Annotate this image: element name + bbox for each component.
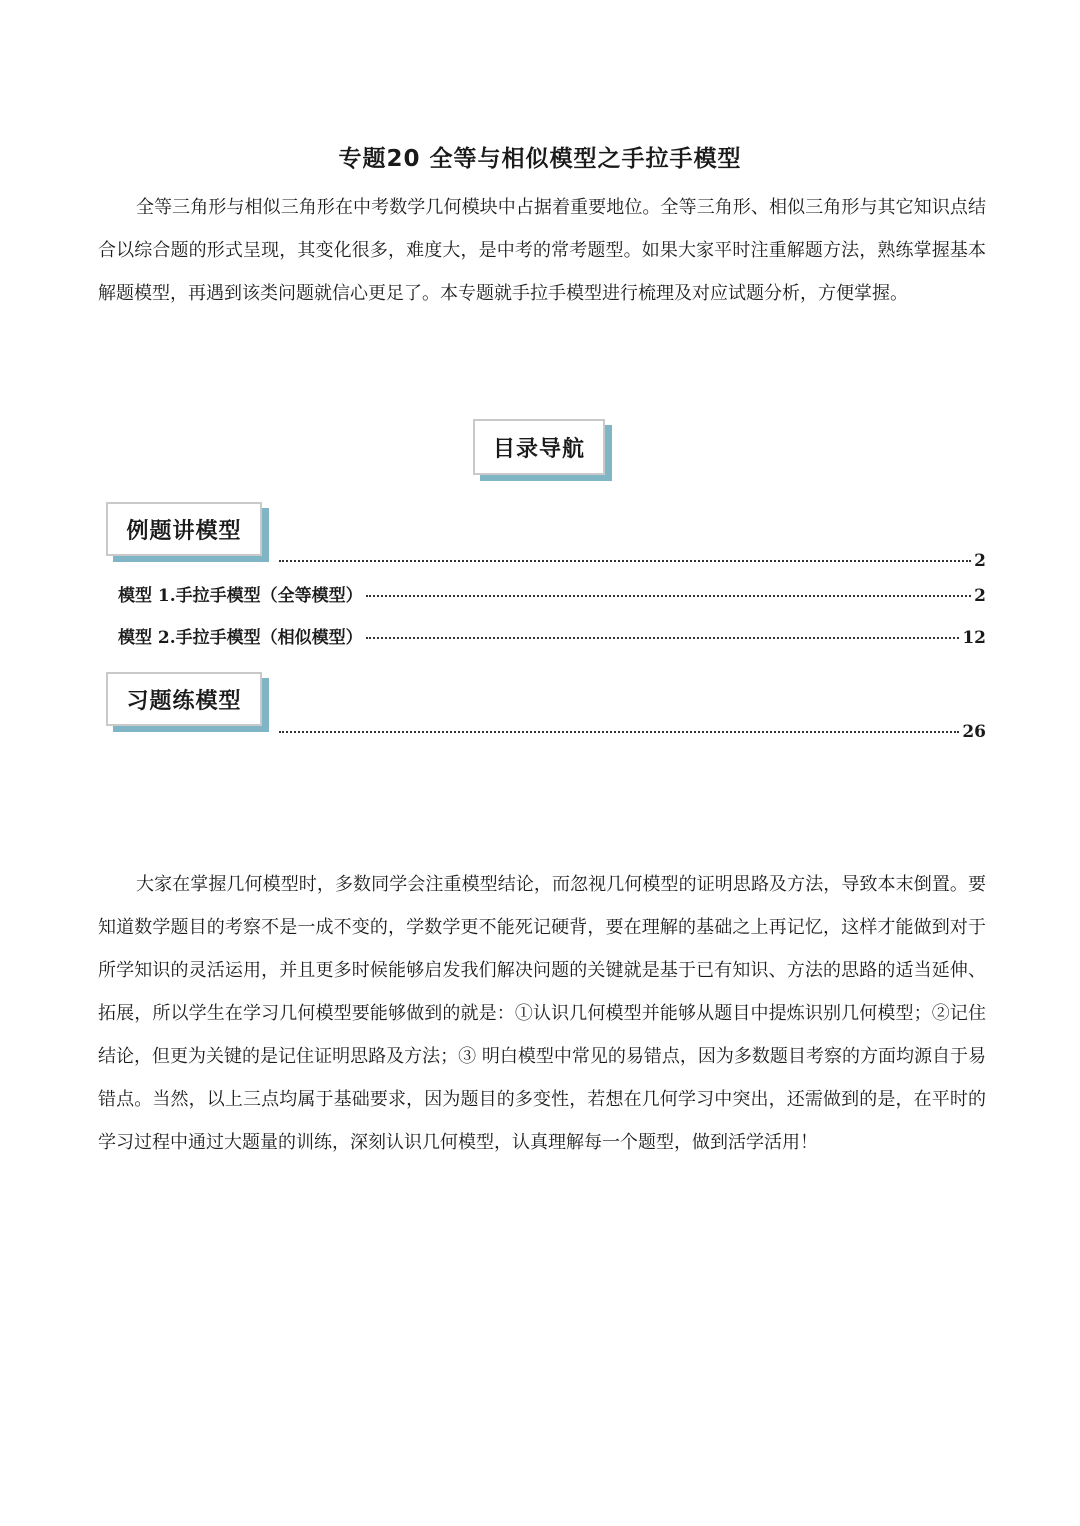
toc-leader-dots: [366, 595, 971, 597]
closing-paragraph: 大家在掌握几何模型时，多数同学会注重模型结论，而忽视几何模型的证明思路及方法，导致本末倒置。要知道数学题目的考察不是一成不变的，学数学更不能死记硬背，要在理解的基础之上再记忆，这样才能做到对于所学知识的灵活运用，并且更多时候能够启发我们解决问题的关键就是基于已有知识、方法的思路的适当延伸、拓展，所以学生在学习几何模型要能够做到的就是：①认识几何模型并能够从题目中提炼识别几何模型；②记住结论，但更为关键的是记住证明思路及方法；③ 明白模型中常见的易错点，因为多数题目考察的方面均源自于易错点。当然，以上三点均属于基础要求，因为题目的多变性，若想在几何学习中突出，还需做到的是，在平时的学习过程中通过大题量的训练，深刻认识几何模型，认真理解每一个题型，做到活学活用！: [98, 874, 986, 1153]
toc-page-number: 2: [974, 586, 986, 606]
section-box-exercises: [106, 672, 262, 726]
toc-heading: 目录导航: [492, 436, 585, 462]
toc-page-number: 12: [962, 628, 986, 648]
toc-leader-dots: [279, 731, 959, 733]
toc-leader-dots: [279, 560, 971, 562]
section-label-exercises: 习题练模型: [126, 688, 242, 714]
toc-leader-dots: [366, 637, 960, 639]
toc-heading-box: [473, 419, 605, 475]
toc-entry-model-1[interactable]: [118, 581, 986, 606]
section-box-examples: [106, 502, 262, 556]
section-label-examples: 例题讲模型: [126, 518, 242, 544]
toc-entry-examples[interactable]: [276, 551, 986, 571]
toc-entry-exercises[interactable]: [276, 722, 986, 742]
toc-entry-label: 模型 1.手拉手模型（全等模型）: [118, 586, 363, 606]
toc-entry-model-2[interactable]: [118, 623, 986, 648]
toc-page-number: 2: [974, 551, 986, 571]
page-title: 专题20 全等与相似模型之手拉手模型: [338, 146, 742, 172]
toc-entry-label: 模型 2.手拉手模型（相似模型）: [118, 628, 363, 648]
toc-page-number: 26: [962, 722, 986, 742]
intro-paragraph: 全等三角形与相似三角形在中考数学几何模块中占据着重要地位。全等三角形、相似三角形与其它知识点结合以综合题的形式呈现，其变化很多，难度大，是中考的常考题型。如果大家平时注重解题方法，熟练掌握基本解题模型，再遇到该类问题就信心更足了。本专题就手拉手模型进行梳理及对应试题分析，方便掌握。: [98, 197, 986, 304]
